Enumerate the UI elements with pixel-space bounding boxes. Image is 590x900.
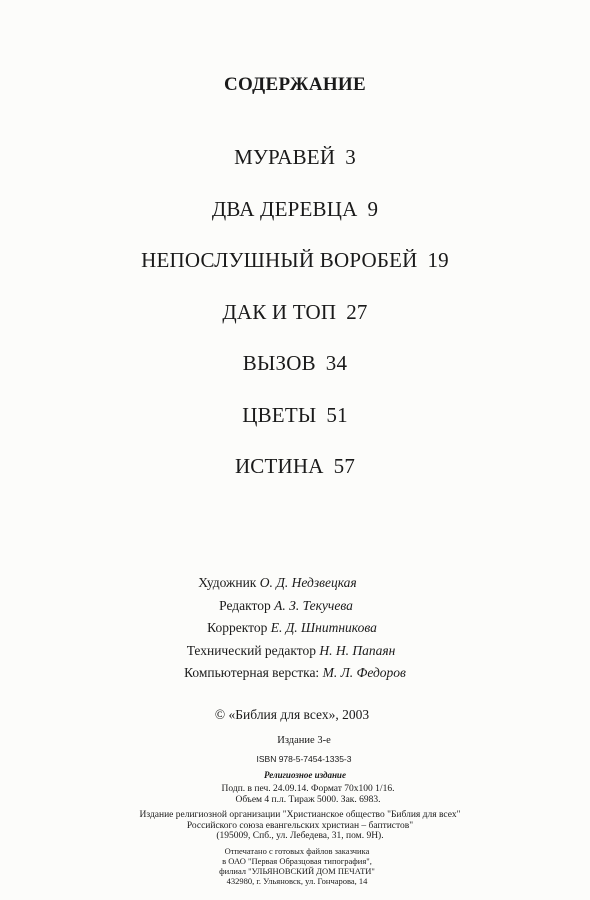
publisher-info-line: Российского союза евангельских христиан – баптистов" xyxy=(186,820,414,831)
credit-line xyxy=(0,598,590,621)
genre-line: Религиозное издание xyxy=(264,770,346,780)
toc-page-number: 9 xyxy=(367,196,379,221)
printer-info-line: в ОАО "Первая Образцовая типография", xyxy=(222,856,372,866)
copyright-line: © «Библия для всех», 2003 xyxy=(214,707,370,722)
toc-title: ДВА ДЕРЕВЦА xyxy=(211,196,358,221)
credit-role: Технический редактор xyxy=(186,642,316,658)
credit-line xyxy=(0,643,590,666)
toc-item xyxy=(0,300,590,352)
toc-page-number: 3 xyxy=(345,145,356,169)
contents-heading: СОДЕРЖАНИЕ xyxy=(224,74,366,95)
credit-role: Компьютерная верстка: xyxy=(184,665,320,680)
printer-info xyxy=(0,846,590,886)
toc-title: ЦВЕТЫ xyxy=(242,402,317,427)
toc-item xyxy=(0,145,590,197)
credit-name: Н. Н. Папаян xyxy=(319,642,396,658)
isbn-line: ISBN 978-5-7454-1335-3 xyxy=(256,754,352,764)
print-info xyxy=(0,784,590,806)
credit-role: Художник xyxy=(198,575,257,590)
toc-item xyxy=(0,248,590,300)
credits-block xyxy=(0,575,590,688)
toc-page-number: 19 xyxy=(427,248,449,272)
credit-role: Корректор xyxy=(207,620,268,635)
toc-title: ВЫЗОВ xyxy=(242,351,316,375)
toc-page-number: 27 xyxy=(346,299,368,324)
credit-line xyxy=(0,620,590,643)
toc-title: ДАК И ТОП xyxy=(222,299,337,324)
print-info-line: Объем 4 п.л. Тираж 5000. Зак. 6983. xyxy=(235,795,381,805)
credit-name: А. З. Текучева xyxy=(274,597,353,613)
toc-item xyxy=(0,454,590,506)
publisher-info xyxy=(0,810,590,842)
toc-item xyxy=(0,351,590,403)
toc-page-number: 57 xyxy=(333,454,356,478)
publisher-info-line: (195009, Спб., ул. Лебедева, 31, пом. 9Н). xyxy=(216,831,384,841)
edition-line: Издание 3-е xyxy=(277,735,331,746)
toc-title: НЕПОСЛУШНЫЙ ВОРОБЕЙ xyxy=(141,248,418,272)
toc-item xyxy=(0,197,590,249)
credit-line xyxy=(0,665,590,688)
toc-title: МУРАВЕЙ xyxy=(234,145,336,169)
credit-line xyxy=(0,575,590,598)
print-info-line: Подп. в печ. 24.09.14. Формат 70x100 1/16. xyxy=(221,784,395,794)
credit-name: М. Л. Федоров xyxy=(322,665,406,680)
toc-item xyxy=(0,403,590,455)
credit-role: Редактор xyxy=(219,597,271,613)
toc-page-number: 51 xyxy=(326,402,348,427)
table-of-contents xyxy=(0,145,590,506)
printer-info-line: филиал "УЛЬЯНОВСКИЙ ДОМ ПЕЧАТИ" xyxy=(219,866,375,876)
credit-name: О. Д. Недзвецкая xyxy=(259,575,357,590)
printer-info-line: Отпечатано с готовых файлов заказчика xyxy=(224,846,370,856)
toc-page-number: 34 xyxy=(325,351,348,375)
credit-name: Е. Д. Шнитникова xyxy=(270,620,377,635)
printer-info-line: 432980, г. Ульяновск, ул. Гончарова, 14 xyxy=(226,876,368,886)
publisher-info-line: Издание религиозной организации "Христианское общество "Библия для всех" xyxy=(139,810,461,820)
toc-title: ИСТИНА xyxy=(234,454,324,478)
